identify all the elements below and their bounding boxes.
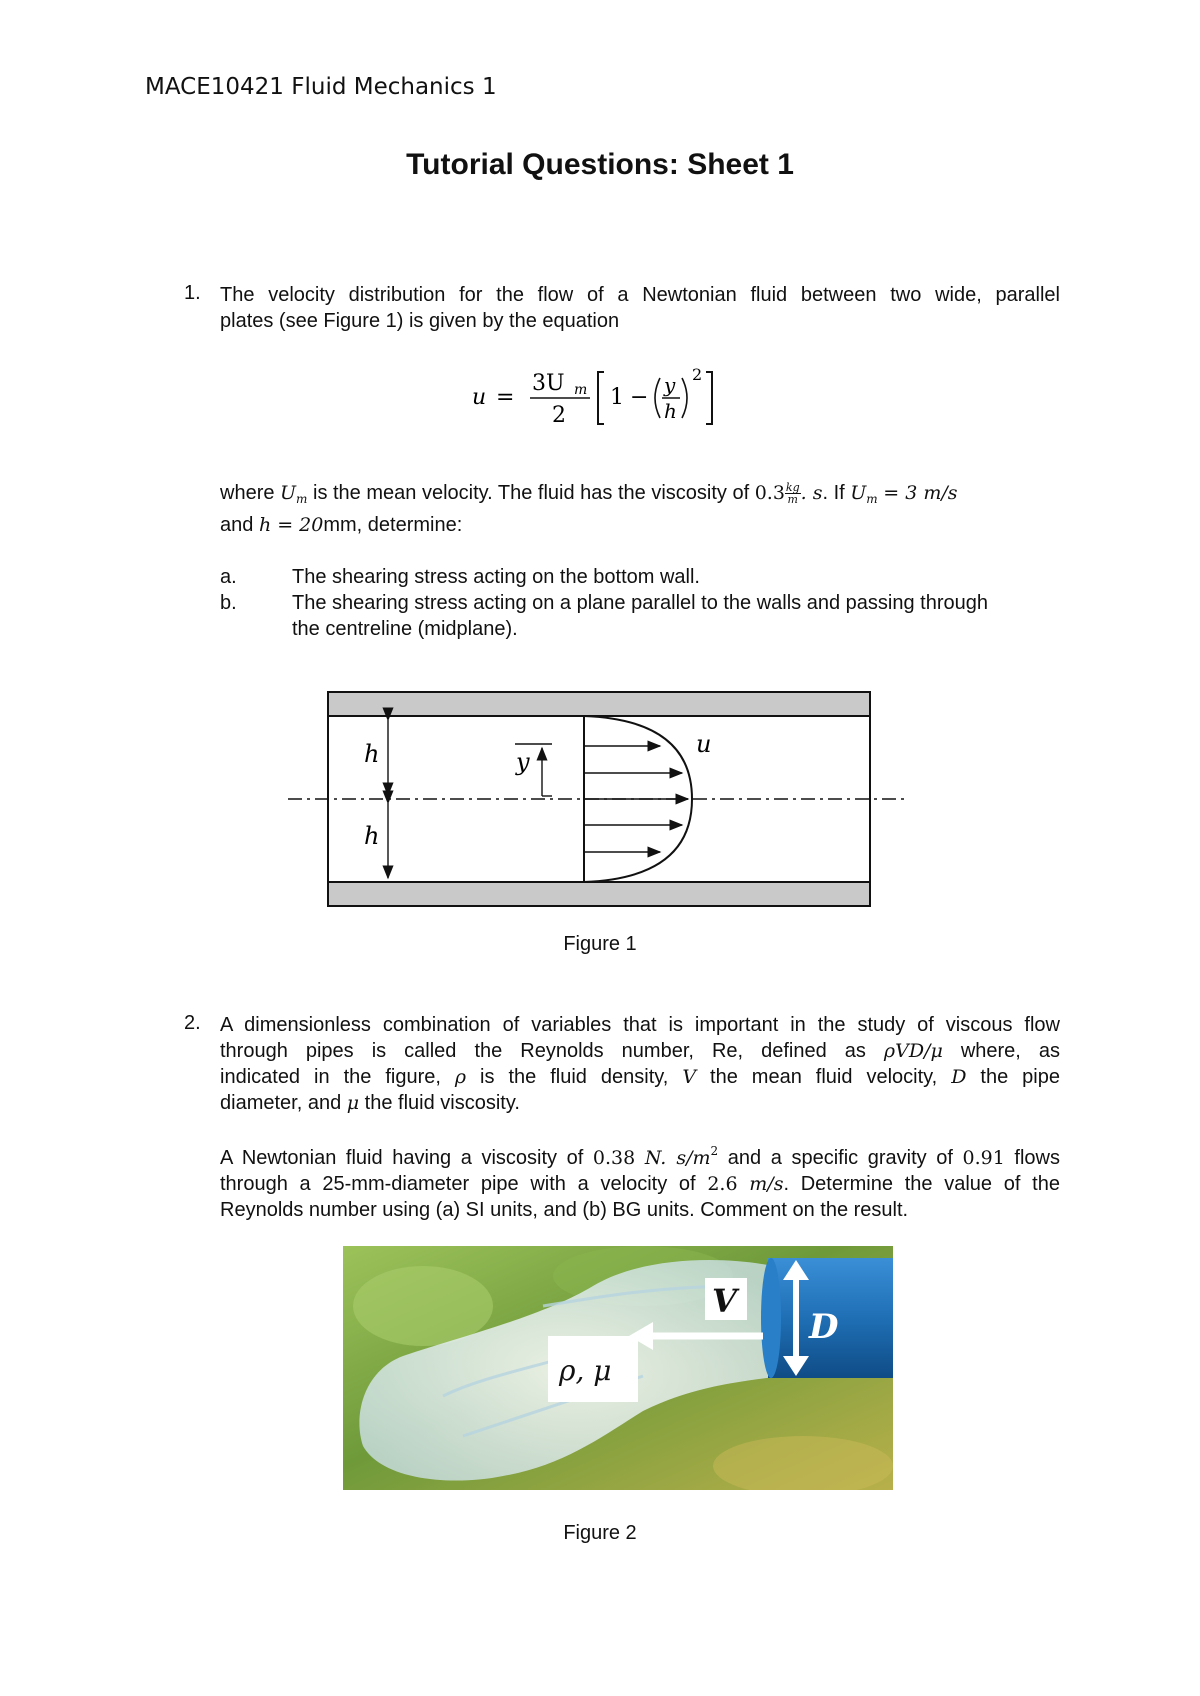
q2-D: D xyxy=(951,1066,967,1088)
eq-left-paren xyxy=(655,378,660,418)
q1-part-a-text: The shearing stress acting on the bottom wall. xyxy=(292,566,700,588)
eq-left-bracket xyxy=(598,372,604,424)
q1-line-1: The velocity distribution for the flow of a Newtonian fluid between two wide, parallel xyxy=(220,284,1060,306)
velocity-equation-svg xyxy=(470,358,730,430)
q2-mu: μ xyxy=(346,1092,360,1114)
q2-visc-value: 0.38 xyxy=(592,1147,636,1169)
q2-p2-line-1 xyxy=(220,1138,1060,1171)
q1-um-value: = 3 m/s xyxy=(883,482,958,504)
q1-um-symbol: $U_m$ xyxy=(280,482,308,506)
q1-visc-fraction xyxy=(785,482,801,505)
q2-p2-l1c: flows xyxy=(1004,1147,1060,1169)
q1-if-text: . If xyxy=(822,482,851,504)
q2-p1-l4b: the fluid viscosity. xyxy=(359,1092,520,1114)
q1-part-a-letter: a. xyxy=(220,566,237,588)
page-title: Tutorial Questions: Sheet 1 xyxy=(406,148,794,181)
q2-p2-l1b: and a specific gravity of xyxy=(718,1147,963,1169)
q1-visc-den: m xyxy=(787,493,798,507)
q1-visc-tail: . s xyxy=(800,482,823,504)
q2-p1-l2a: through pipes is called the Reynolds number, Re, defined as xyxy=(220,1040,884,1062)
q2-p1-line-4 xyxy=(220,1090,1060,1116)
eq-numerator: 3U xyxy=(532,371,565,396)
q2-V: V xyxy=(682,1066,697,1088)
q2-vel-value: 2.6 xyxy=(707,1173,738,1195)
figure-2 xyxy=(343,1246,893,1490)
velocity-equation xyxy=(470,358,730,430)
q2-p2-l2a: through a 25-mm-diameter pipe with a velocity of xyxy=(220,1173,708,1195)
q1-and-text: and xyxy=(220,514,259,536)
q2-p1-l4a: diameter, and xyxy=(220,1092,347,1114)
label-D: D xyxy=(809,1307,839,1347)
q2-p2-l2b: . Determine the value of the xyxy=(783,1173,1060,1195)
question-1-text xyxy=(220,282,1060,334)
label-V: V xyxy=(712,1282,737,1320)
q1-part-b-text-2: the centreline (midplane). xyxy=(292,618,518,640)
eq-one: 1 xyxy=(610,385,624,410)
q2-p1-line-3 xyxy=(220,1064,1060,1090)
q1-where-b: is the mean velocity. The fluid has the viscosity of xyxy=(307,482,755,504)
q2-p1-l3c: the mean fluid velocity, xyxy=(696,1066,952,1088)
q2-p2-line-3: Reynolds number using (a) SI units, and (b) BG units. Comment on the result. xyxy=(220,1199,909,1221)
label-rho-mu: ρ, μ xyxy=(559,1354,612,1387)
q2-p2-l1a: A Newtonian fluid having a viscosity of xyxy=(220,1147,593,1169)
q2-p2-line-2 xyxy=(220,1171,1060,1197)
figure-1-svg xyxy=(280,690,920,920)
label-y: y xyxy=(516,748,530,776)
q2-p1-l2b: where, as xyxy=(942,1040,1061,1062)
q1-and-line xyxy=(220,512,1060,538)
figure-2-caption: Figure 2 xyxy=(563,1522,637,1544)
eq-right-paren xyxy=(682,378,687,418)
q1-where-line xyxy=(220,480,1060,512)
q1-um-symbol-2: $U_m$ xyxy=(850,482,878,506)
q1-visc-value: 0.3 xyxy=(754,482,785,504)
q1-part-b-text: The shearing stress acting on a plane parallel to the walls and passing through xyxy=(292,592,988,614)
q1-part-b-letter: b. xyxy=(220,592,237,614)
question-2-paragraph-2 xyxy=(220,1138,1060,1223)
q1-h-value: h = 20 xyxy=(258,514,324,536)
figure-1 xyxy=(280,690,920,920)
q2-p1-line-1: A dimensionless combination of variables that is important in the study of viscous flow xyxy=(220,1014,1060,1036)
label-h-top: h xyxy=(364,740,380,768)
eq-frac-num: y xyxy=(664,373,676,397)
eq-lhs: u xyxy=(472,385,487,410)
eq-minus: − xyxy=(630,385,649,410)
q2-p1-l3a: indicated in the figure, xyxy=(220,1066,455,1088)
q1-h-unit: mm, determine: xyxy=(323,514,463,536)
course-header: MACE10421 Fluid Mechanics 1 xyxy=(145,74,497,100)
label-u: u xyxy=(696,730,712,758)
q2-rho: ρ xyxy=(454,1066,467,1088)
eq-right-bracket xyxy=(706,372,712,424)
figure-1-caption: Figure 1 xyxy=(563,933,637,955)
question-2-number: 2. xyxy=(184,1012,201,1034)
question-1-number: 1. xyxy=(184,282,201,304)
eq-frac-den: h xyxy=(664,399,677,423)
pipe-opening xyxy=(761,1258,781,1378)
eq-power: 2 xyxy=(692,365,703,384)
foliage-blur-1 xyxy=(353,1266,493,1346)
q1-visc-num: kg xyxy=(785,481,800,495)
q2-visc-exp: 2 xyxy=(710,1144,719,1158)
q2-visc-unit: N. s/m xyxy=(644,1147,711,1169)
figure-2-svg xyxy=(343,1246,893,1490)
eq-equals: = xyxy=(496,385,515,410)
q1-line-2: plates (see Figure 1) is given by the equation xyxy=(220,310,620,332)
q2-reynolds-expr: ρVD/μ xyxy=(883,1040,943,1062)
eq-denominator: 2 xyxy=(552,403,566,428)
q2-p1-l3b: is the fluid density, xyxy=(466,1066,683,1088)
q1-where-a: where xyxy=(220,482,281,504)
q2-p1-line-2 xyxy=(220,1038,1060,1064)
bottom-plate xyxy=(328,882,870,906)
label-h-bottom: h xyxy=(364,822,380,850)
q2-p1-l3d: the pipe xyxy=(966,1066,1060,1088)
q2-vel-unit: m/s xyxy=(749,1173,784,1195)
question-2-paragraph-1 xyxy=(220,1012,1060,1116)
eq-numerator-sub: m xyxy=(574,382,588,398)
top-plate xyxy=(328,692,870,716)
q2-sg: 0.91 xyxy=(962,1147,1005,1169)
